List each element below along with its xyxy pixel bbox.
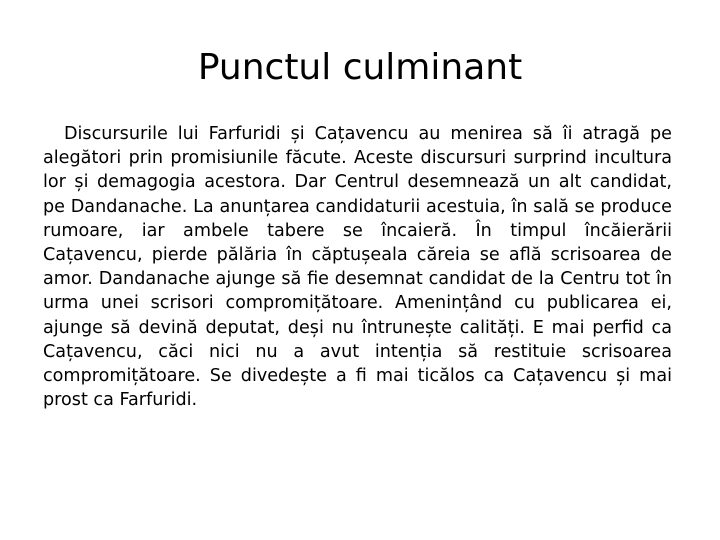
slide-title: Punctul culminant	[197, 47, 523, 88]
slide-body-text: Discursurile lui Farfuridi și Cațavencu au menirea să îi atragă pe alegători prin promisiunile făcute. Aceste discursuri surprind incultura lor și demagogia acestora. Dar Centrul desemnează un alt candidat, pe Dandanache. La anunțarea candidaturii acestuia, în sală se produce rumoare, iar ambele tabere se încaieră. În timpul încăierării Cațavencu, pierde pălăria în căptușeala căreia se află scrisoarea de amor. Dandanache ajunge să fie desemnat candidat de la Centru tot în urma unei scrisori compromițătoare. Amenințând cu publicarea ei, ajunge să devină deputat, deși nu întrunește calități. E mai perfid ca Cațavencu, căci nici nu a avut intenția să restituie scrisoarea compromițătoare. Se divedește a fi mai ticălos ca Cațavencu și mai prost ca Farfuridi.	[43, 124, 672, 411]
